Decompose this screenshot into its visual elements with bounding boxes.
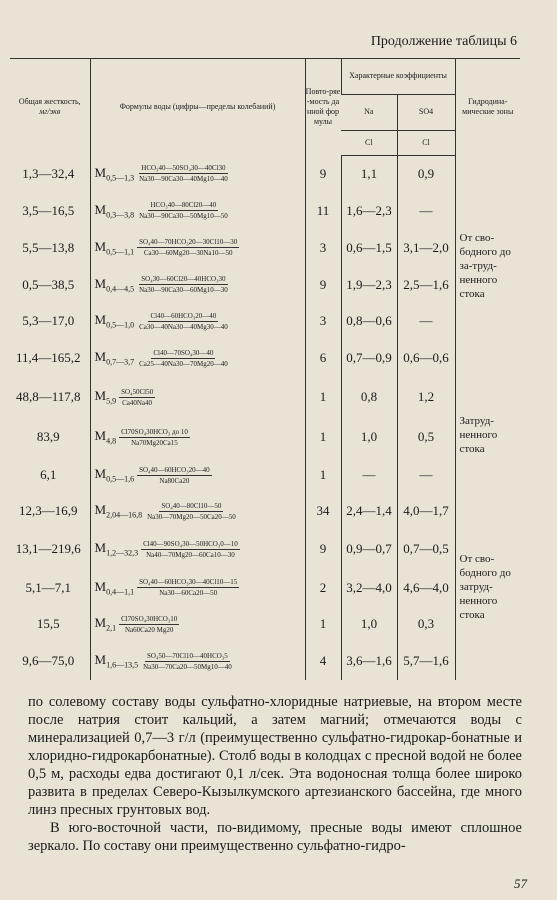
- formula-cell: [90, 266, 305, 303]
- so4-cl-cell: 2,5—1,6: [397, 266, 455, 303]
- so4-cl-cell: —: [397, 192, 455, 229]
- mineralization: $M_{2,04—16,8}$: [94, 502, 143, 520]
- hardness-cell: 11,4—165,2: [15, 350, 81, 365]
- body-text: [28, 693, 522, 855]
- formula-cell: [90, 569, 305, 606]
- so4-cl-cell: 3,1—2,0: [397, 229, 455, 266]
- table-row: [10, 192, 520, 229]
- ion-fraction: $\frac{\text{SO₄40—70HCO₃20—30Cl10—30}}{Ca30—60Mg20—30Na10—50}$: [139, 238, 238, 257]
- mineralization: $M_{1,2—32,3}$: [94, 540, 139, 558]
- ion-fraction: $\frac{\text{HCO₃40—80Cl20—40}}{Na30—90Ca30—50Mg10—50}$: [139, 201, 228, 220]
- ion-fraction: $\frac{\text{SO₄40—60HCO₃30—40Cl10—15}}{Na30—60Ca20—50}$: [139, 578, 238, 597]
- na-cl-cell: 2,4—1,4: [341, 493, 397, 529]
- water-formula-table: [10, 58, 520, 680]
- ion-fraction: $\frac{\text{SO₄50—70Cl10—40HCO₃5}}{Na30—70Ca20—50Mg10—40}$: [143, 651, 232, 671]
- hardness-cell: 6,1: [40, 467, 57, 482]
- formula-cell: [90, 529, 305, 569]
- table-row: [10, 529, 520, 569]
- ion-fraction: $\frac{\text{Cl40—60HCO₃20—40}}{Ca30—40Na30—40Mg30—40}$: [139, 311, 228, 331]
- ion-fraction: $\frac{\text{Cl70SO₄30HCO₃10}}{Na60Ca20 Mg20}$: [121, 614, 178, 634]
- table-row: [10, 569, 520, 606]
- formula-cell: [90, 417, 305, 457]
- col-formula: Формулы воды (цифры—пределы колебаний): [90, 59, 305, 156]
- hardness-cell: 5,1—7,1: [25, 579, 71, 595]
- hardness-cell: 3,5—16,5: [22, 202, 75, 218]
- so4-cl-cell: 0,6—0,6: [397, 339, 455, 377]
- repeat-cell: 11: [305, 192, 341, 229]
- formula-cell: [90, 192, 305, 229]
- col-na: Na: [341, 94, 397, 130]
- na-cl-cell: 1,0: [341, 606, 397, 642]
- page-number: 57: [514, 876, 527, 891]
- col-coeffs: Характерные коэффициенты: [341, 59, 455, 95]
- formula-cell: [90, 303, 305, 339]
- ion-fraction: $\frac{\text{SO₄40—60HCO₃20—40}}{Na80Ca20}$: [139, 465, 210, 485]
- repeat-cell: 6: [305, 339, 341, 377]
- na-cl-cell: 0,8—0,6: [341, 303, 397, 339]
- ion-fraction: $\frac{\text{Cl40—90SO₄30—50HCO₃0—10}}{Na40—70Mg20—60Ca10—30}$: [143, 539, 238, 559]
- na-cl-cell: 1,1: [341, 155, 397, 192]
- col-cl-2: Cl: [397, 130, 455, 155]
- repeat-cell: 34: [305, 493, 341, 529]
- table-row: [10, 417, 520, 457]
- table-row: [10, 303, 520, 339]
- table-continuation-header: Продолжение таблицы 6: [370, 34, 517, 49]
- formula-cell: [90, 339, 305, 377]
- na-cl-cell: 0,6—1,5: [341, 229, 397, 266]
- mineralization: $M_{0,4—4,5}$: [94, 275, 135, 294]
- na-cl-cell: 1,6—2,3: [341, 192, 397, 229]
- col-repeat: Повто-ряе-мость данной формулы: [305, 59, 341, 156]
- repeat-cell: 4: [305, 642, 341, 680]
- hydrodynamic-zone: От сво-бодного до за-труд-ненного стока: [455, 155, 520, 377]
- mineralization: $M_{5,9}$: [94, 388, 117, 406]
- table-row: [10, 377, 520, 417]
- mineralization: $M_{0,5—1,3}$: [94, 164, 135, 183]
- na-cl-cell: 0,9—0,7: [341, 529, 397, 569]
- so4-cl-cell: 0,5: [397, 417, 455, 457]
- ion-fraction: $\frac{\text{SO₄50Cl50}}{Ca40Na40}$: [121, 387, 154, 407]
- table-row: [10, 339, 520, 377]
- col-cl-1: Cl: [341, 130, 397, 155]
- table-row: [10, 457, 520, 493]
- so4-cl-cell: 1,2: [397, 377, 455, 417]
- mineralization: $M_{0,5—1,1}$: [94, 238, 135, 257]
- formula-cell: [90, 377, 305, 417]
- table-row: [10, 229, 520, 266]
- so4-cl-cell: 0,7—0,5: [397, 529, 455, 569]
- repeat-cell: 9: [305, 266, 341, 303]
- hardness-cell: 0,5—38,5: [22, 276, 75, 292]
- na-cl-cell: 0,8: [341, 377, 397, 417]
- formula-cell: [90, 229, 305, 266]
- mineralization: $M_{4,8}$: [94, 428, 117, 446]
- mineralization: $M_{0,7—3,7}$: [94, 349, 135, 367]
- ion-fraction: $\frac{\text{Cl40—70SO₄30—40}}{Ca25—40Na30—70Mg20—40}$: [139, 348, 228, 368]
- na-cl-cell: —: [341, 457, 397, 493]
- formula-cell: [90, 155, 305, 192]
- formula-cell: [90, 493, 305, 529]
- ion-fraction: $\frac{\text{HCO₃40—50SO₄30—40Cl30}}{Na30—90Ca30—40Mg10—40}$: [139, 164, 228, 183]
- so4-cl-cell: 0,9: [397, 155, 455, 192]
- repeat-cell: 9: [305, 529, 341, 569]
- mineralization: $M_{0,5—1,6}$: [94, 466, 135, 484]
- repeat-cell: 9: [305, 155, 341, 192]
- col-zones: Гидродина-мические зоны: [455, 59, 520, 156]
- repeat-cell: 1: [305, 417, 341, 457]
- hardness-cell: 83,9: [36, 429, 60, 444]
- mineralization: $M_{1,6—13,5}$: [94, 652, 139, 670]
- mineralization: $M_{0,5—1,0}$: [94, 312, 135, 330]
- hardness-cell: 48,8—117,8: [15, 389, 81, 404]
- hardness-cell: 15,5: [36, 616, 60, 631]
- hardness-cell: 5,3—17,0: [22, 313, 75, 328]
- formula-cell: [90, 457, 305, 493]
- na-cl-cell: 3,6—1,6: [341, 642, 397, 680]
- so4-cl-cell: —: [397, 457, 455, 493]
- hardness-cell: 1,3—32,4: [22, 165, 75, 181]
- table-row: [10, 642, 520, 680]
- so4-cl-cell: —: [397, 303, 455, 339]
- na-cl-cell: 0,7—0,9: [341, 339, 397, 377]
- ion-fraction: $\frac{\text{SO₄30—60Cl20—40HCO₃30}}{Na30—90Ca30—60Mg10—30}$: [139, 275, 228, 294]
- repeat-cell: 1: [305, 606, 341, 642]
- formula-cell: [90, 642, 305, 680]
- formula-cell: [90, 606, 305, 642]
- so4-cl-cell: 0,3: [397, 606, 455, 642]
- mineralization: $M_{2,1}$: [94, 615, 117, 633]
- repeat-cell: 2: [305, 569, 341, 606]
- so4-cl-cell: 4,6—4,0: [397, 569, 455, 606]
- table-row: [10, 155, 520, 192]
- mineralization: $M_{0,4—1,1}$: [94, 578, 135, 597]
- na-cl-cell: 3,2—4,0: [341, 569, 397, 606]
- hydrodynamic-zone: От сво-бодного до затруд-ненного стока: [455, 493, 520, 680]
- repeat-cell: 1: [305, 457, 341, 493]
- hardness-cell: 9,6—75,0: [22, 653, 75, 668]
- col-so4: SO4: [397, 94, 455, 130]
- repeat-cell: 3: [305, 229, 341, 266]
- table-row: [10, 266, 520, 303]
- paragraph-1: по солевому составу воды сульфатно-хлоридные натриевые, на втором месте после натрия стоит кальций, а затем магний; отмечаются воды с минерализацией 0,7—3 г/л (преимущественно сульфатно-гидрокар-бонатные и хлоридно-гидрокарбонатные). Столб воды в колодцах с пресной водой не более 0,5 м, расходы едва достигают 0,1 л/сек. Эта водоносная толща более широко развита в пределах Северо-Кызылкумского артезианского бассейна, где много линз пресных грунтовых вод.: [28, 694, 522, 818]
- mineralization: $M_{0,3—3,8}$: [94, 201, 135, 220]
- so4-cl-cell: 4,0—1,7: [397, 493, 455, 529]
- table-row: [10, 606, 520, 642]
- repeat-cell: 1: [305, 377, 341, 417]
- so4-cl-cell: 5,7—1,6: [397, 642, 455, 680]
- table-row: [10, 493, 520, 529]
- ion-fraction: $\frac{\text{SO₄40—80Cl10—50}}{Na30—70Mg20—50Ca20—50}$: [147, 501, 236, 521]
- ion-fraction: $\frac{\text{Cl70SO₄30HCO₃ до 10}}{Na70Mg20Ca15}$: [121, 427, 188, 447]
- hardness-cell: 5,5—13,8: [22, 239, 75, 255]
- hydrodynamic-zone: Затруд-ненного стока: [455, 377, 520, 493]
- paragraph-2: В юго-восточной части, по-видимому, пресные воды имеют сплошное зеркало. По составу они преимущественно сульфатно-гидро-: [28, 820, 522, 854]
- hardness-cell: 13,1—219,6: [15, 541, 81, 556]
- col-hardness: Общая жесткость, мг/экв: [10, 59, 90, 156]
- repeat-cell: 3: [305, 303, 341, 339]
- na-cl-cell: 1,0: [341, 417, 397, 457]
- na-cl-cell: 1,9—2,3: [341, 266, 397, 303]
- hardness-cell: 12,3—16,9: [19, 503, 78, 518]
